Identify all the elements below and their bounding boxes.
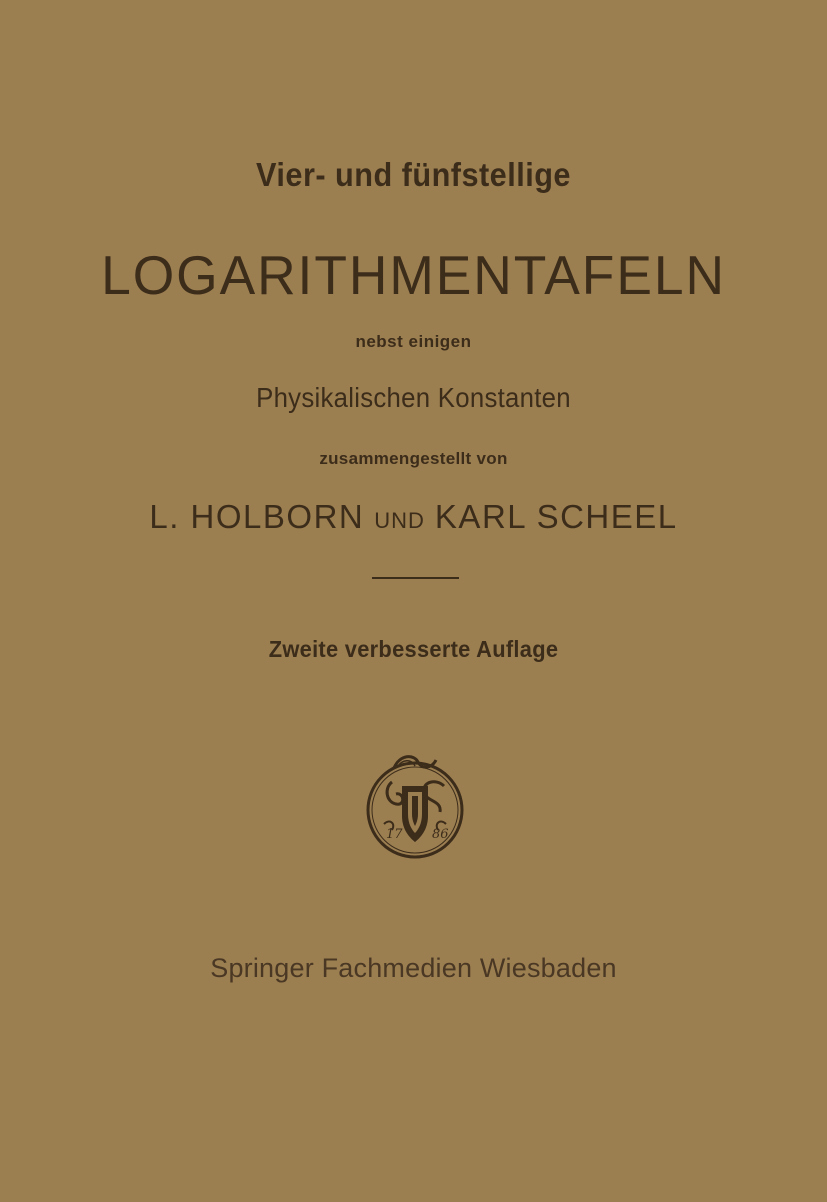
authors-line	[0, 500, 827, 533]
publisher-monogram-seal-icon	[362, 752, 468, 862]
divider-rule	[372, 577, 459, 579]
author-holborn: L. HOLBORN	[149, 498, 365, 535]
emblem-year-left: 17	[386, 827, 403, 842]
author-connector: UND	[374, 508, 425, 533]
cover-title: LOGARITHMENTAFELN	[101, 244, 726, 306]
emblem-year-right: 86	[432, 827, 449, 842]
compiled-by-line: zusammengestellt von	[319, 449, 508, 468]
publisher-name: Springer Fachmedien Wiesbaden	[210, 953, 617, 983]
connector-line: nebst einigen	[355, 332, 472, 351]
cover-subtitle: Vier- und fünfstellige	[256, 156, 571, 193]
constants-line: Physikalischen Konstanten	[256, 382, 571, 413]
author-scheel: KARL SCHEEL	[434, 498, 678, 535]
edition-line: Zweite verbesserte Auflage	[268, 636, 559, 662]
